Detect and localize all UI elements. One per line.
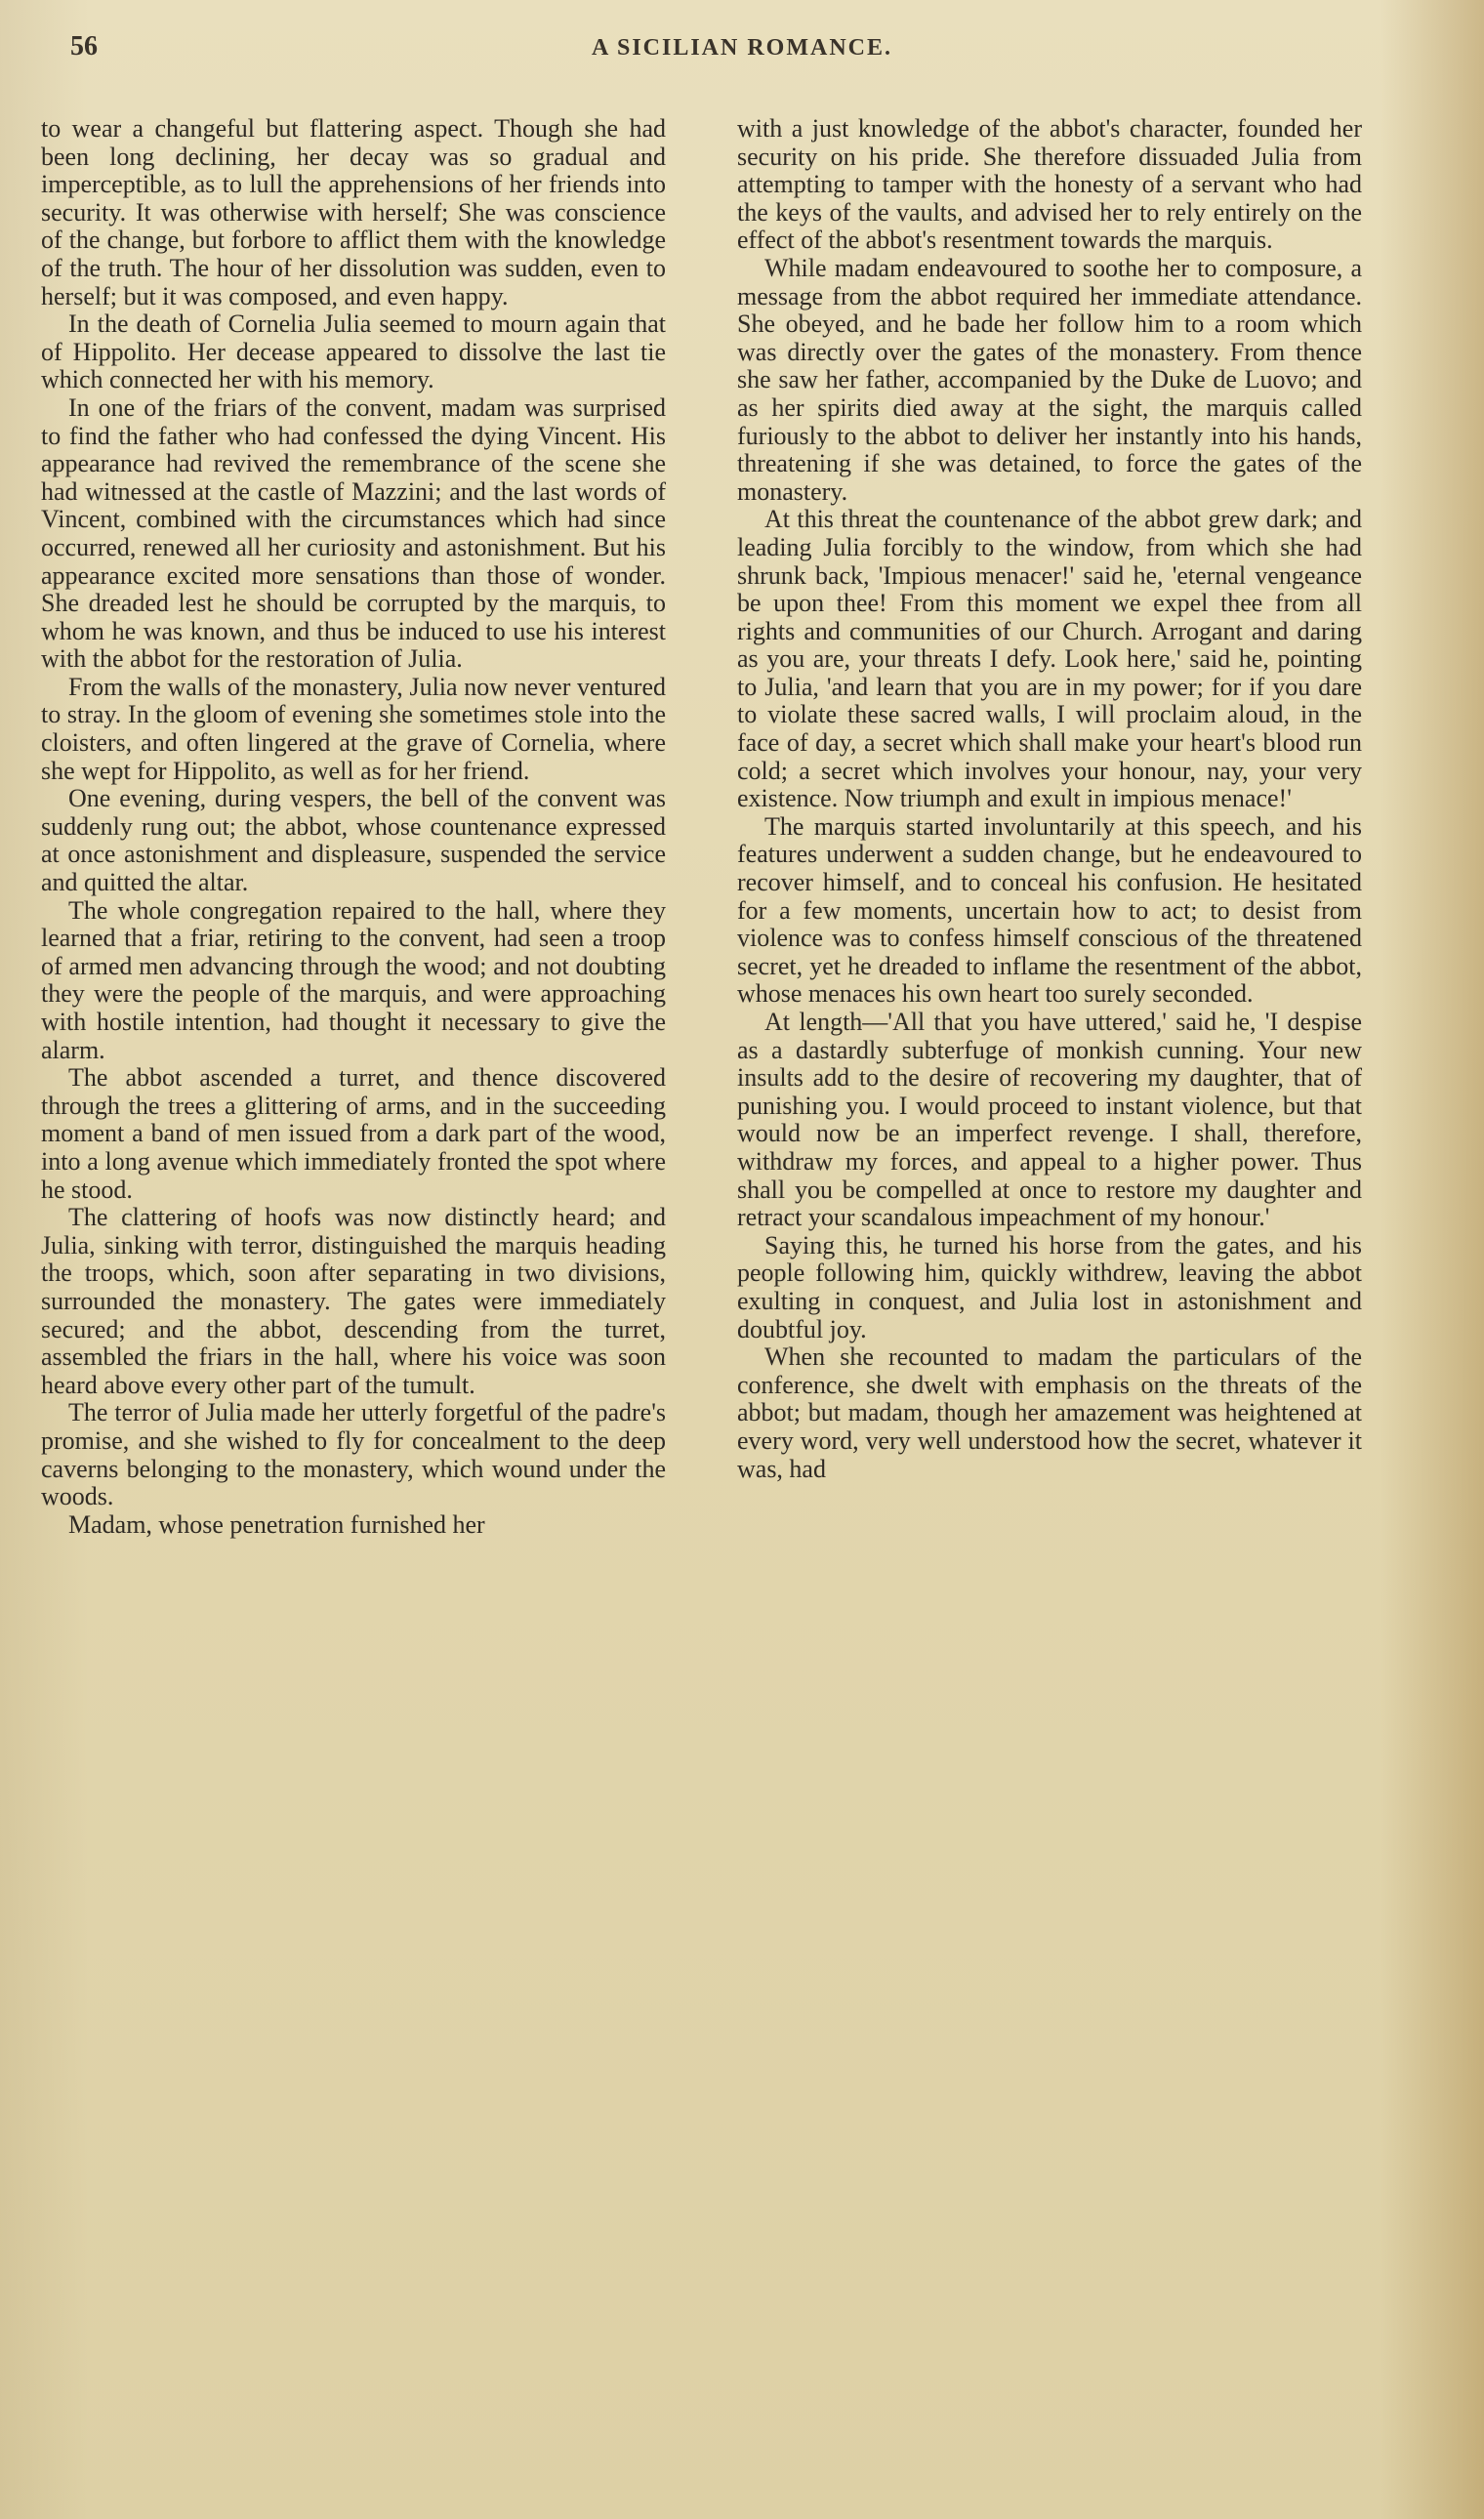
paragraph: At length—'All that you have uttered,' said he, 'I despise as a dastardly subterfuge of monkish cunning. Your new insults add to the desire of recovering my daughter, that of punishing you. I would proceed to instant violence, but that would now be an imperfect revenge. I shall, therefore, withdraw my forces, and appeal to a higher power. Thus shall you be compelled at once to restore my daughter and retract your scandalous impeachment of my honour.' <box>737 1008 1362 1232</box>
paragraph: In the death of Cornelia Julia seemed to mourn again that of Hippolito. Her decease appeared to dissolve the last tie which connected her with his memory. <box>41 310 666 394</box>
paragraph: The clattering of hoofs was now distinctly heard; and Julia, sinking with terror, distinguished the marquis heading the troops, which, soon after separating in two divisions, surrounded the monastery. The gates were immediately secured; and the abbot, descending from the turret, assembled the friars in the hall, where his voice was soon heard above every other part of the tumult. <box>41 1203 666 1399</box>
paragraph: One evening, during vespers, the bell of the convent was suddenly rung out; the abbot, whose countenance expressed at once astonishment and displeasure, suspended the service and quitted the altar. <box>41 784 666 897</box>
paragraph: The abbot ascended a turret, and thence discovered through the trees a glittering of arms, and in the succeeding moment a band of men issued from a dark part of the wood, into a long avenue which immediately fronted the spot where he stood. <box>41 1063 666 1204</box>
paragraph: From the walls of the monastery, Julia now never ventured to stray. In the gloom of evening she sometimes stole into the cloisters, and often lingered at the grave of Cornelia, where she wept for Hippolito, as well as for her friend. <box>41 672 666 785</box>
paragraph: to wear a changeful but flattering aspect. Though she had been long declining, her decay was so gradual and imperceptible, as to lull the apprehensions of her friends into security. It was otherwise with herself; She was conscience of the change, but forbore to afflict them with the knowledge of the truth. The hour of her dissolution was sudden, even to herself; but it was composed, and even happy. <box>41 114 666 310</box>
left-column <box>41 115 666 1539</box>
paragraph: Madam, whose penetration furnished her <box>68 1509 485 1539</box>
paragraph: While madam endeavoured to soothe her to composure, a message from the abbot required her immediate attendance. She obeyed, and he bade her follow him to a room which was directly over the gates of the monastery. From thence she saw her father, accompanied by the Duke de Luovo; and as her spirits died away at the sight, the marquis called furiously to the abbot to deliver her instantly into his hands, threatening if she was detained, to force the gates of the monastery. <box>737 253 1362 506</box>
paragraph: Saying this, he turned his horse from the gates, and his people following him, quickly withdrew, leaving the abbot exulting in conquest, and Julia lost in astonishment and doubtful joy. <box>737 1230 1362 1343</box>
right-column <box>737 115 1362 1483</box>
paragraph: The terror of Julia made her utterly forgetful of the padre's promise, and she wished to fly for concealment to the deep caverns belonging to the monastery, which wound under the woods. <box>41 1398 666 1511</box>
running-title: A SICILIAN ROMANCE. <box>591 35 893 61</box>
paragraph: At this threat the countenance of the abbot grew dark; and leading Julia forcibly to the window, from which she had shrunk back, 'Impious menacer!' said he, 'eternal vengeance be upon thee! From this moment we expel thee from all rights and communities of our Church. Arrogant and daring as you are, your threats I defy. Look here,' said he, pointing to Julia, 'and learn that you are in my power; for if you dare to violate these sacred walls, I will proclaim aloud, in the face of day, a secret which shall make your heart's blood run cold; a secret which involves your honour, nay, your very existence. Now triumph and exult in impious menace!' <box>737 505 1362 813</box>
paragraph: The whole congregation repaired to the hall, where they learned that a friar, retiring to the convent, had seen a troop of armed men advancing through the wood; and not doubting they were the people of the marquis, and were approaching with hostile intention, had thought it necessary to give the alarm. <box>41 895 666 1064</box>
page-number: 56 <box>70 31 98 62</box>
paragraph: In one of the friars of the convent, madam was surprised to find the father who had confessed the dying Vincent. His appearance had revived the remembrance of the scene she had witnessed at the castle of Mazzini; and the last words of Vincent, combined with the circumstances which had since occurred, renewed all her curiosity and astonishment. But his appearance excited more sensations than those of wonder. She dreaded lest he should be corrupted by the marquis, to whom he was known, and thus be induced to use his interest with the abbot for the restoration of Julia. <box>41 392 666 674</box>
paragraph: The marquis started involuntarily at this speech, and his features underwent a sudden change, but he endeavoured to recover himself, and to conceal his confusion. He hesitated for a few moments, uncertain how to act; to desist from violence was to confess himself conscious of the threatened secret, yet he dreaded to inflame the resentment of the abbot, whose menaces his own heart too surely seconded. <box>737 811 1362 1009</box>
paragraph: with a just knowledge of the abbot's character, founded her security on his pride. She therefore dissuaded Julia from attempting to tamper with the honesty of a servant who had the keys of the vaults, and advised her to rely entirely on the effect of the abbot's resentment towards the marquis. <box>737 114 1362 255</box>
paragraph: When she recounted to madam the particulars of the conference, she dwelt with emphasis on the threats of the abbot; but madam, though her amazement was heightened at every word, very well understood how the secret, whatever it was, had <box>737 1342 1362 1483</box>
